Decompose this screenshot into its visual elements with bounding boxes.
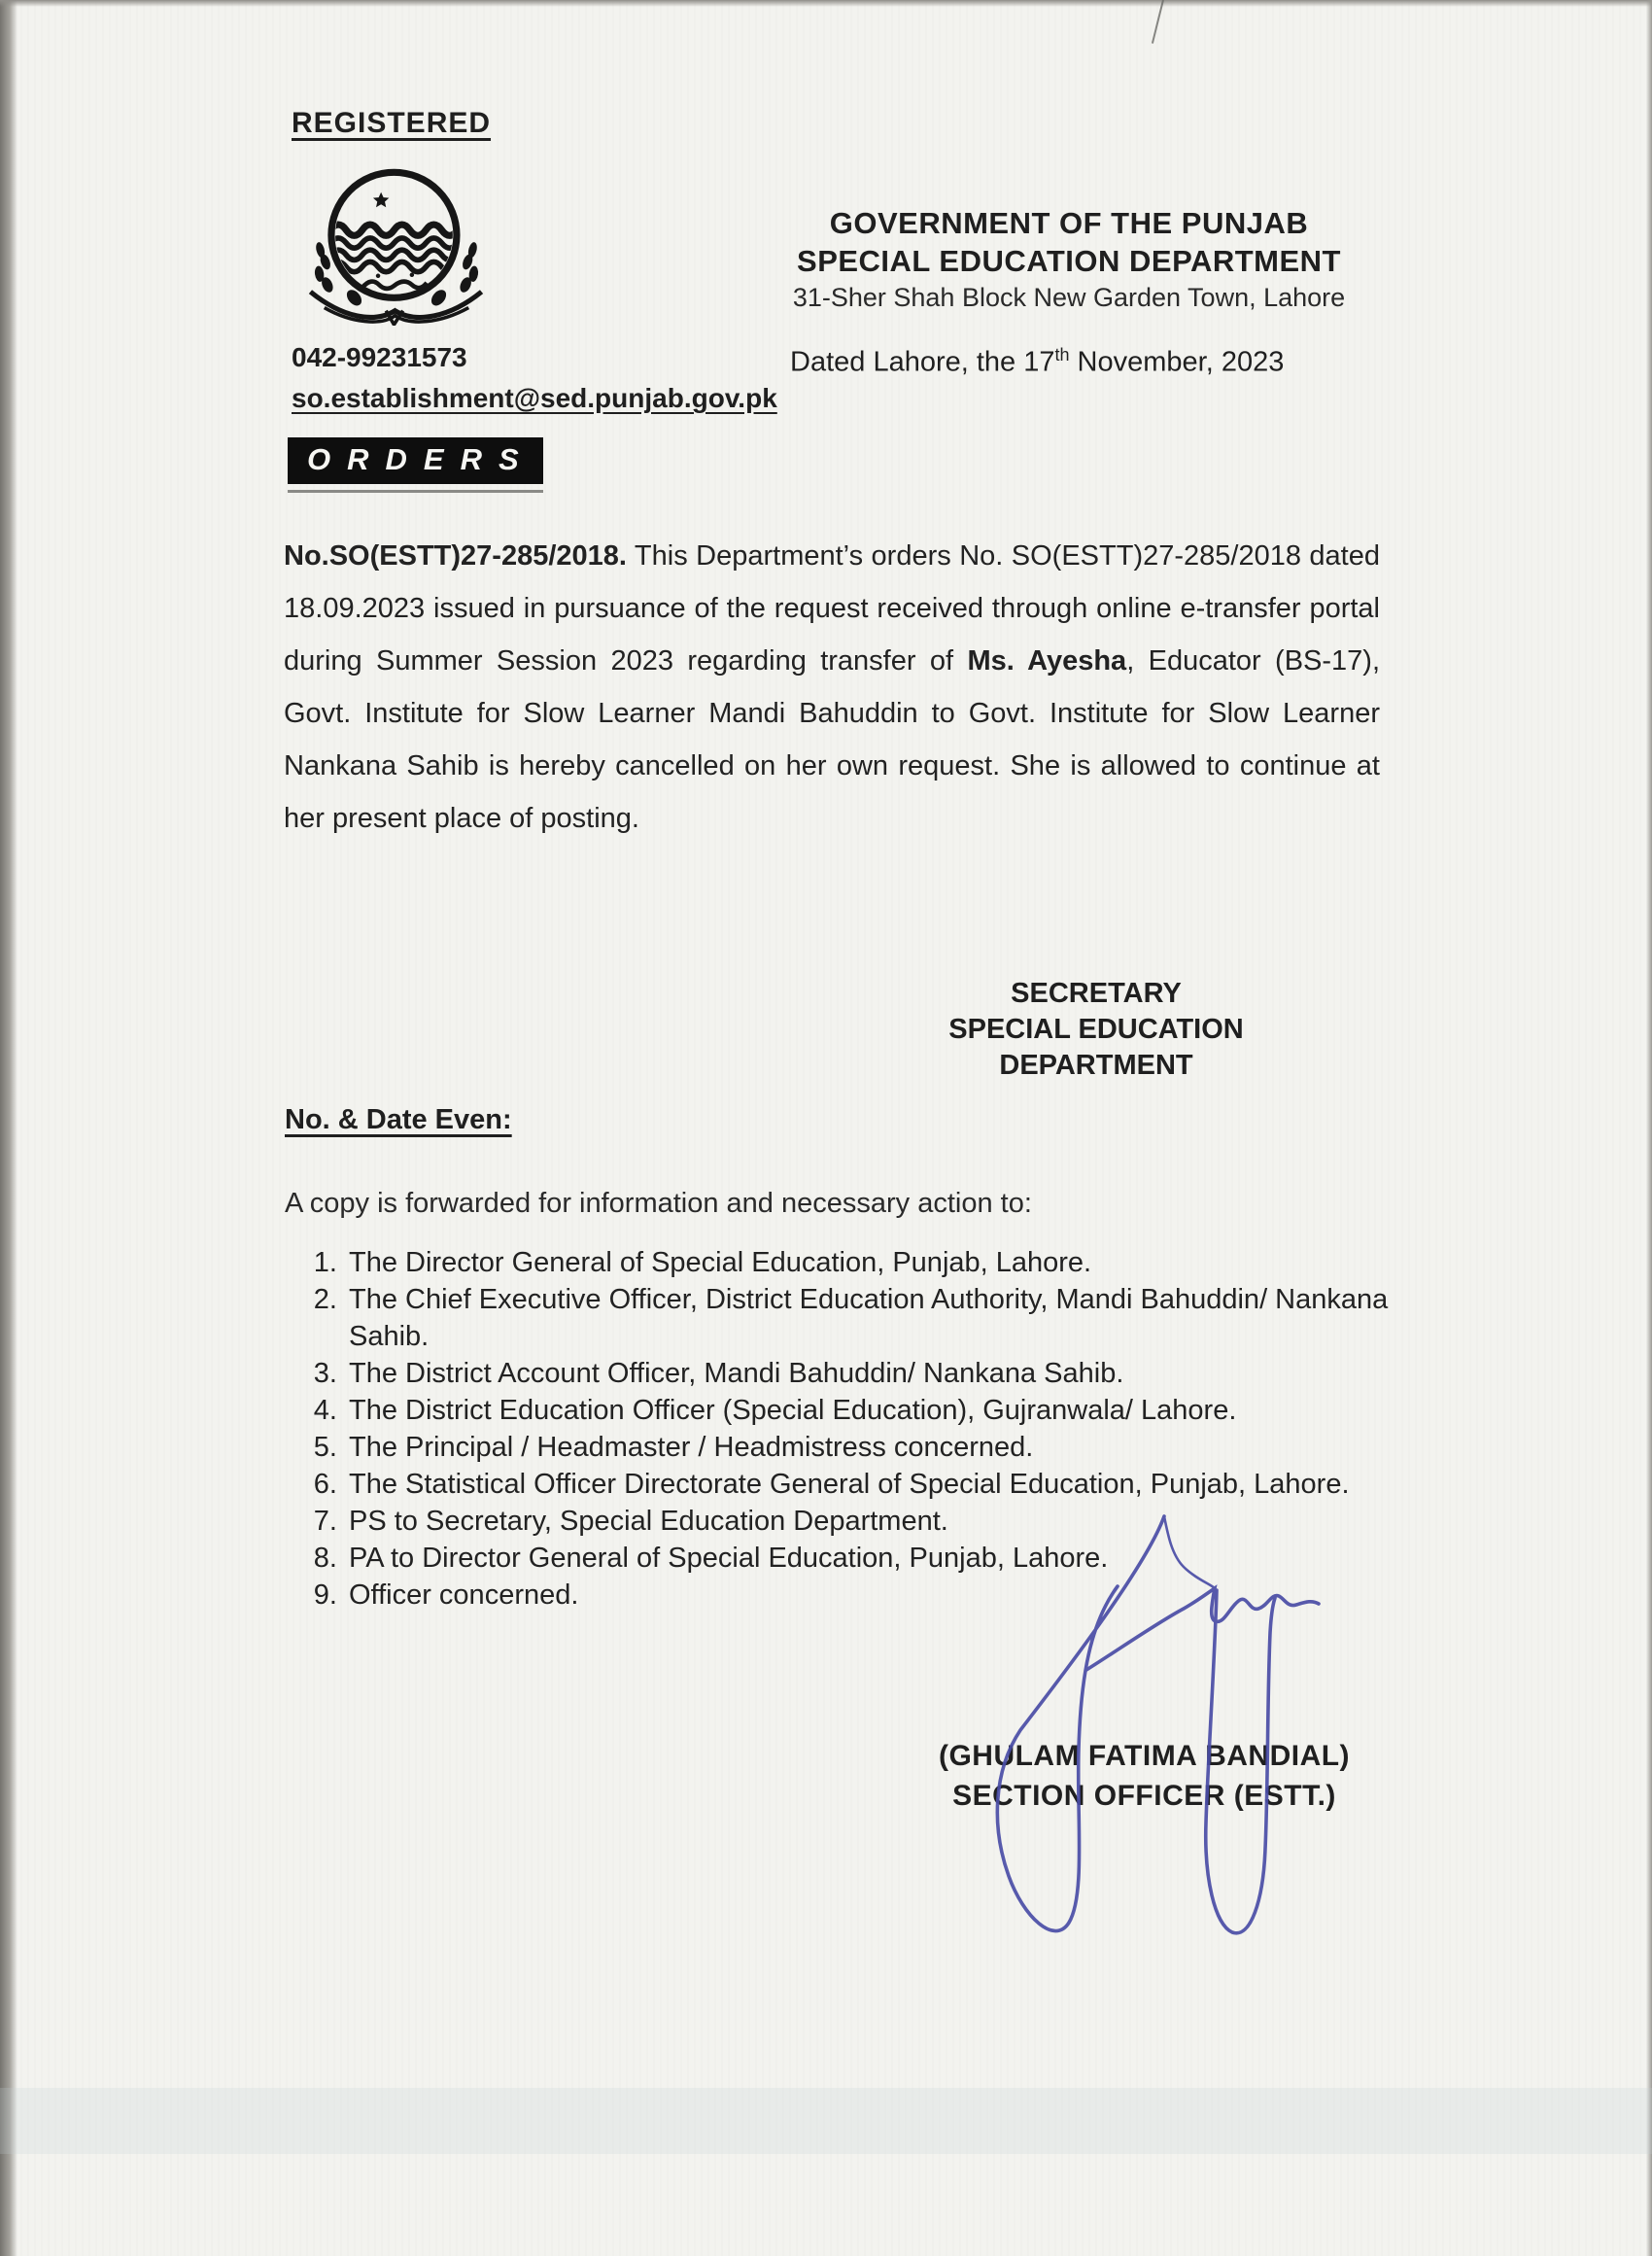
- punjab-government-emblem-icon: [294, 158, 499, 326]
- dateline-ordinal: th: [1054, 345, 1070, 364]
- dateline-suffix: November, 2023: [1069, 346, 1285, 378]
- recipient-item: 9. Officer concerned.: [345, 1577, 1394, 1614]
- order-paragraph: [284, 530, 1380, 845]
- recipient-item: 8. PA to Director General of Special Education, Punjab, Lahore.: [345, 1540, 1394, 1577]
- secretary-signature-block: [902, 976, 1291, 1084]
- secretary-line-1: SECRETARY: [1011, 978, 1182, 1009]
- order-text-2: , Educator (BS-17), Govt. Institute for Slow Learner Mandi Bahuddin to Govt. Institute for Slow Learner Nankana Sahib is hereby cancelled on her own request. She is allowed to continue at her present place of posting.: [284, 645, 1381, 834]
- scan-band: [0, 2088, 1652, 2154]
- department-title: SPECIAL EDUCATION DEPARTMENT: [797, 244, 1341, 278]
- recipient-item: 4. The District Education Officer (Special Education), Gujranwala/ Lahore.: [345, 1392, 1394, 1429]
- signatory-name: (GHULAM FATIMA BANDIAL): [938, 1740, 1351, 1772]
- registered-label: REGISTERED: [292, 107, 492, 139]
- order-text-1: This Department’s orders No. SO(ESTT)27-285/2018 dated 18.09.2023 issued in pursuance of the request received through online e-transfer portal during Summer Session 2023 regarding transfer of: [284, 540, 1380, 677]
- dateline-prefix: Dated Lahore, the 17: [790, 346, 1055, 378]
- copy-forwarded-line: A copy is forwarded for information and necessary action to:: [285, 1188, 1032, 1219]
- department-address: 31-Sher Shah Block New Garden Town, Lahore: [792, 283, 1346, 312]
- scan-edge-top: [0, 0, 1652, 7]
- scan-edge-right: [1646, 0, 1652, 2256]
- recipient-item: 6. The Statistical Officer Directorate General of Special Education, Punjab, Lahore.: [345, 1466, 1394, 1503]
- orders-title: ORDERS: [288, 437, 543, 484]
- secretary-line-2: SPECIAL EDUCATION: [948, 1014, 1244, 1045]
- handwritten-signature: [923, 1497, 1380, 1963]
- recipient-item: 3. The District Account Officer, Mandi Bahuddin/ Nankana Sahib.: [345, 1355, 1394, 1392]
- email-address: so.establishment@sed.punjab.gov.pk: [292, 383, 777, 413]
- transferee-name: Ms. Ayesha: [967, 645, 1127, 677]
- secretary-line-3: DEPARTMENT: [999, 1050, 1193, 1081]
- phone-number: 042-99231573: [292, 342, 467, 372]
- scan-edge-left: [0, 0, 17, 2256]
- recipient-item: 2. The Chief Executive Officer, District Education Authority, Mandi Bahuddin/ Nankana Sahib.: [345, 1281, 1394, 1355]
- recipient-item: 5. The Principal / Headmaster / Headmistress concerned.: [345, 1429, 1394, 1466]
- recipient-item: 7. PS to Secretary, Special Education Department.: [345, 1503, 1394, 1540]
- orders-banner: [288, 437, 543, 493]
- no-and-date-heading: No. & Date Even:: [285, 1104, 512, 1135]
- government-title: GOVERNMENT OF THE PUNJAB: [829, 206, 1309, 240]
- signatory-title: SECTION OFFICER (ESTT.): [952, 1780, 1336, 1812]
- order-reference-number: No.SO(ESTT)27-285/2018.: [284, 540, 627, 572]
- letterhead: [748, 204, 1390, 315]
- dateline: [790, 345, 1284, 379]
- recipient-item: 1. The Director General of Special Education, Punjab, Lahore.: [345, 1244, 1394, 1281]
